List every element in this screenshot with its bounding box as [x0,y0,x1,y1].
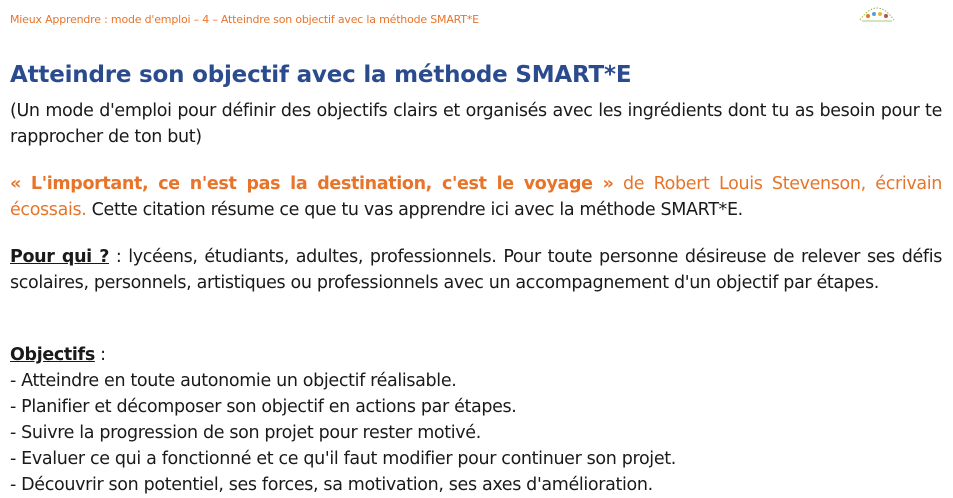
objective-item: - Atteindre en toute autonomie un objectif réalisable. [10,371,457,391]
objective-item: - Evaluer ce qui a fonctionné et ce qu'il faut modifier pour continuer son projet. [10,449,676,469]
audience-paragraph [10,244,942,296]
objectives-label-suffix: : [94,345,106,365]
quote-attribution: de Robert Louis Stevenson, écrivain écossais. [10,174,942,220]
quote-follow-text: Cette citation résume ce que tu vas apprendre ici avec la méthode SMART*E. [86,200,743,220]
objective-item: - Suivre la progression de son projet pour rester motivé. [10,423,481,443]
audience-label: Pour qui ? [10,247,109,267]
audience-text: : lycéens, étudiants, adultes, professionnels. Pour toute personne désireuse de relever ses défis scolaires, personnels, artistiques ou professionnels avec un accompagnement d'un objectif par étapes. [10,247,942,293]
objectives-section [10,342,942,498]
objectives-label: Objectifs [10,345,95,365]
document-header: Mieux Apprendre : mode d'emploi – 4 – Atteindre son objectif avec la méthode SMART*E [10,13,479,26]
objective-item: - Découvrir son potentiel, ses forces, sa motivation, ses axes d'amélioration. [10,475,653,495]
intro-paragraph: (Un mode d'emploi pour définir des objectifs clairs et organisés avec les ingrédients dont tu as besoin pour te rapprocher de ton but) [10,101,942,147]
page-title: Atteindre son objectif avec la méthode SMART*E [10,62,632,88]
quote-paragraph [10,171,942,223]
objectives-heading [10,342,942,368]
logo-icon [856,0,898,24]
objective-item: - Planifier et décomposer son objectif en actions par étapes. [10,397,517,417]
quote-text: « L'important, ce n'est pas la destination, c'est le voyage » [10,174,614,194]
